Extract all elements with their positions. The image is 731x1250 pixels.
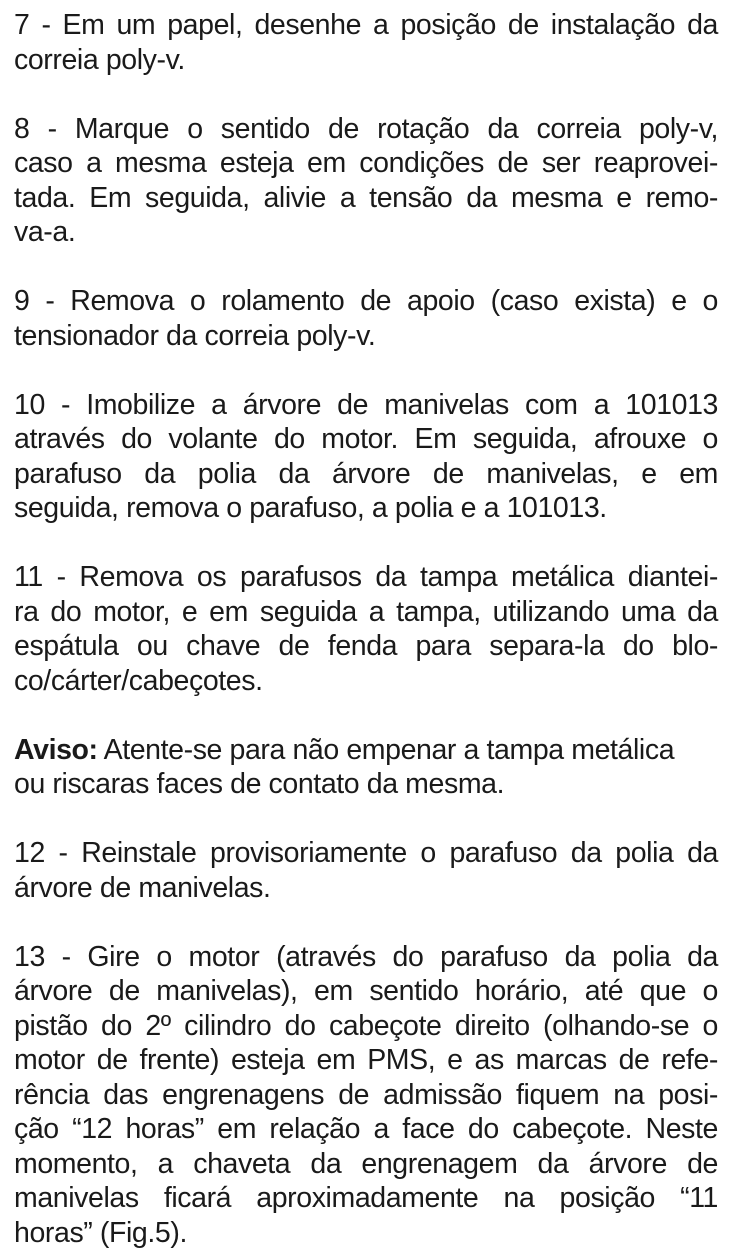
text-line: va-a. <box>14 215 718 250</box>
text-line: ou riscaras faces de contato da mesma. <box>14 767 718 802</box>
text-line: horas” (Fig.5). <box>14 1216 718 1250</box>
step-8-paragraph <box>14 112 718 250</box>
warning-label: Aviso: <box>14 734 98 766</box>
text-line: tada. Em seguida, alivie a tensão da mesma e remo- <box>14 181 718 216</box>
text-line: momento, a chaveta da engrenagem da árvore de <box>14 1147 718 1182</box>
text-line: 8 - Marque o sentido de rotação da correia poly-v, <box>14 112 718 147</box>
text-line: 12 - Reinstale provisoriamente o parafuso da polia da <box>14 836 718 871</box>
text-line: caso a mesma esteja em condições de ser reaprovei- <box>14 146 718 181</box>
text-line: rência das engrenagens de admissão fiquem na posi- <box>14 1078 718 1113</box>
text-line: 13 - Gire o motor (através do parafuso da polia da <box>14 940 718 975</box>
text-line: seguida, remova o parafuso, a polia e a 101013. <box>14 491 718 526</box>
text-line: motor de frente) esteja em PMS, e as marcas de refe- <box>14 1043 718 1078</box>
step-12-paragraph <box>14 836 718 905</box>
text-line: ra do motor, e em seguida a tampa, utilizando uma da <box>14 595 718 630</box>
step-10-paragraph <box>14 388 718 526</box>
step-7-paragraph <box>14 8 718 77</box>
text-line: pistão do 2º cilindro do cabeçote direito (olhando-se o <box>14 1009 718 1044</box>
text-line: parafuso da polia da árvore de manivelas, e em <box>14 457 718 492</box>
text-line: árvore de manivelas. <box>14 871 718 906</box>
text-line: manivelas ficará aproximadamente na posição “11 <box>14 1181 718 1216</box>
warning-text: Atente-se para não empenar a tampa metálica <box>98 734 675 766</box>
text-line: 7 - Em um papel, desenhe a posição de instalação da <box>14 8 718 43</box>
text-line: co/cárter/cabeçotes. <box>14 664 718 699</box>
text-line: 9 - Remova o rolamento de apoio (caso exista) e o <box>14 284 718 319</box>
text-line: árvore de manivelas), em sentido horário, até que o <box>14 974 718 1009</box>
text-line: tensionador da correia poly-v. <box>14 319 718 354</box>
document-page <box>14 8 718 1250</box>
text-line: espátula ou chave de fenda para separa-la do blo- <box>14 629 718 664</box>
warning-paragraph <box>14 733 718 802</box>
step-9-paragraph <box>14 284 718 353</box>
text-line: ção “12 horas” em relação a face do cabeçote. Neste <box>14 1112 718 1147</box>
text-line: correia poly-v. <box>14 43 718 78</box>
text-line: 10 - Imobilize a árvore de manivelas com a 101013 <box>14 388 718 423</box>
warning-lead-line <box>14 733 718 768</box>
step-13-paragraph <box>14 940 718 1250</box>
text-line: através do volante do motor. Em seguida, afrouxe o <box>14 422 718 457</box>
text-line: 11 - Remova os parafusos da tampa metálica diantei- <box>14 560 718 595</box>
step-11-paragraph <box>14 560 718 698</box>
